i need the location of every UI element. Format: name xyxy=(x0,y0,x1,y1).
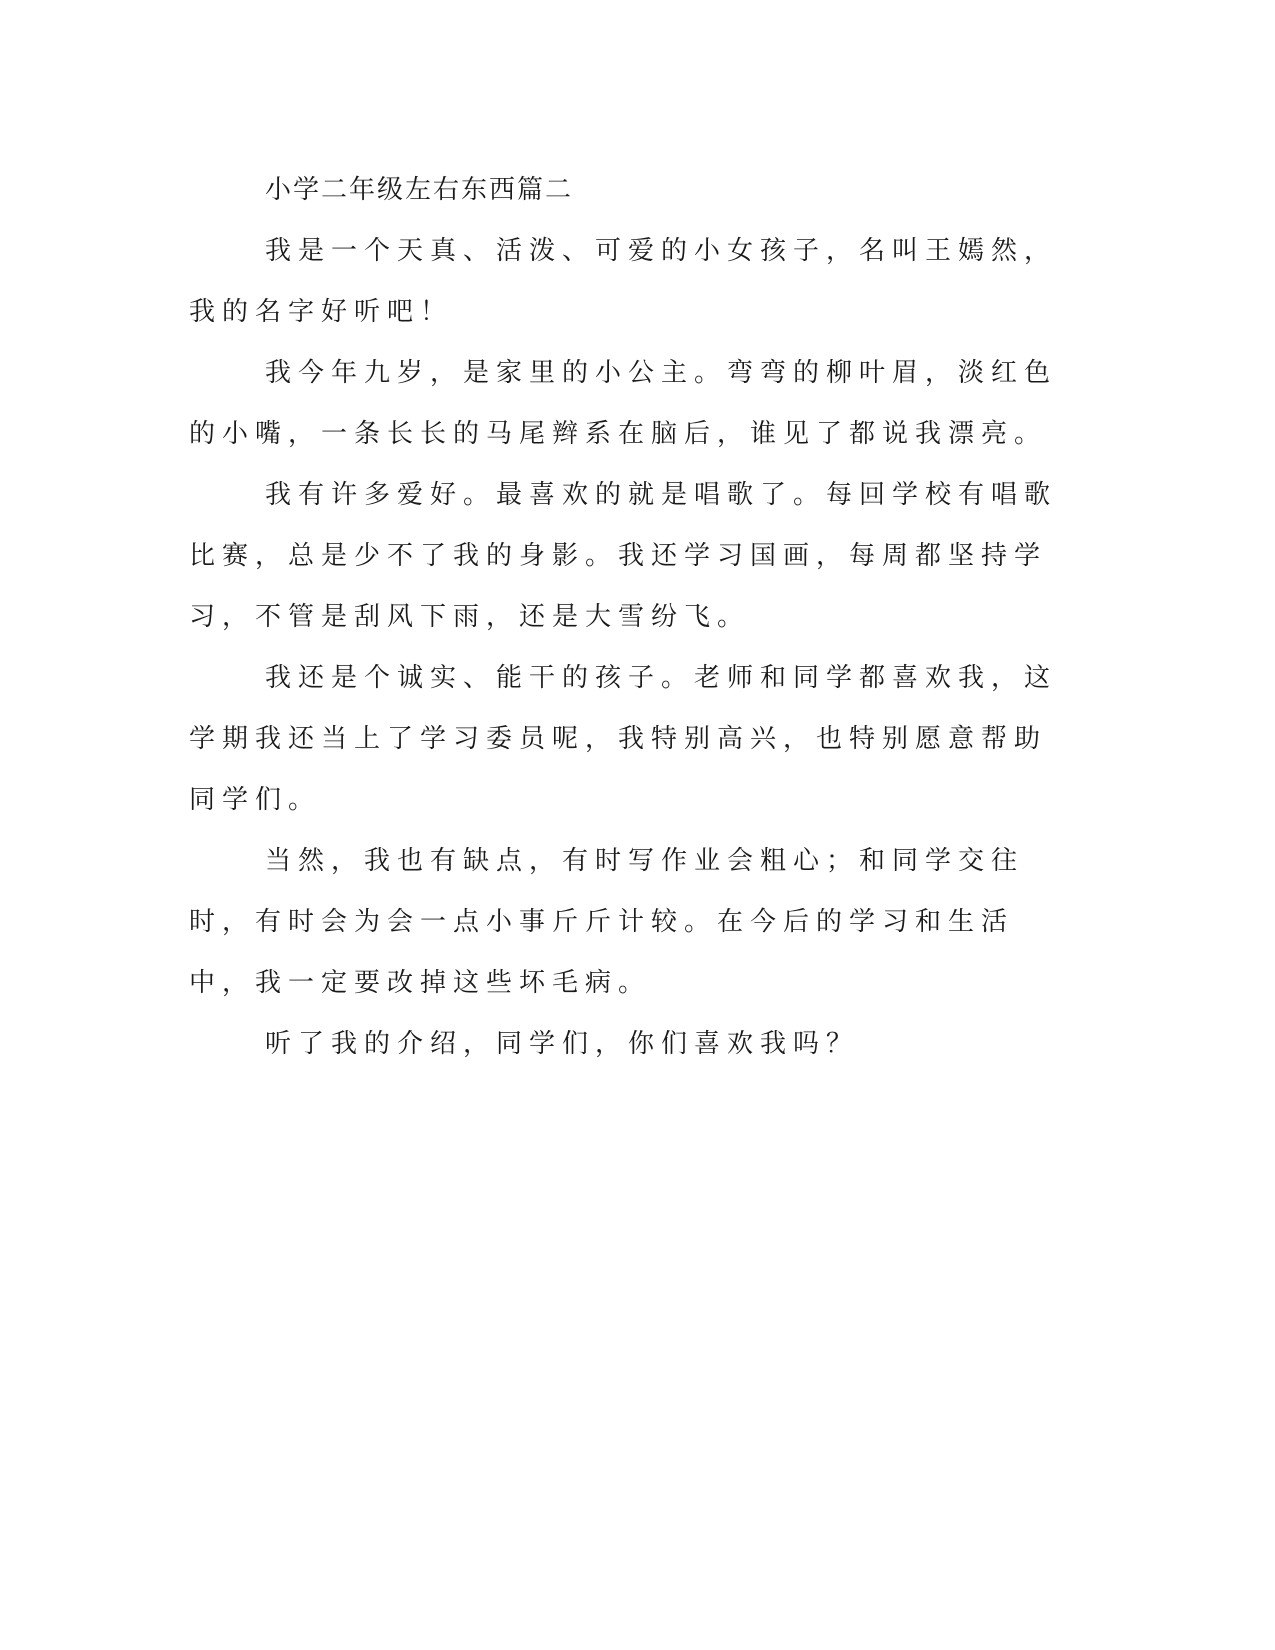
paragraph-shortcomings: 当然，我也有缺点，有时写作业会粗心；和同学交往时，有时会为会一点小事斤斤计较。在今后的学习和生活中，我一定要改掉这些坏毛病。 xyxy=(189,846,1025,998)
paragraph-closing: 听了我的介绍，同学们，你们喜欢我吗？ xyxy=(265,1029,860,1059)
paragraph-intro: 我是一个天真、活泼、可爱的小女孩子，名叫王嫣然，我的名字好听吧！ xyxy=(189,236,1058,327)
document-title: 小学二年级左右东西篇二 xyxy=(265,175,574,205)
paragraph-appearance: 我今年九岁，是家里的小公主。弯弯的柳叶眉，淡红色的小嘴，一条长长的马尾辫系在脑后，谁见了都说我漂亮。 xyxy=(189,358,1058,449)
paragraph-hobbies: 我有许多爱好。最喜欢的就是唱歌了。每回学校有唱歌比赛，总是少不了我的身影。我还学习国画，每周都坚持学习，不管是刮风下雨，还是大雪纷飞。 xyxy=(189,480,1058,632)
document-body xyxy=(189,160,1079,1075)
paragraph-character: 我还是个诚实、能干的孩子。老师和同学都喜欢我，这学期我还当上了学习委员呢，我特别高兴，也特别愿意帮助同学们。 xyxy=(189,663,1058,815)
